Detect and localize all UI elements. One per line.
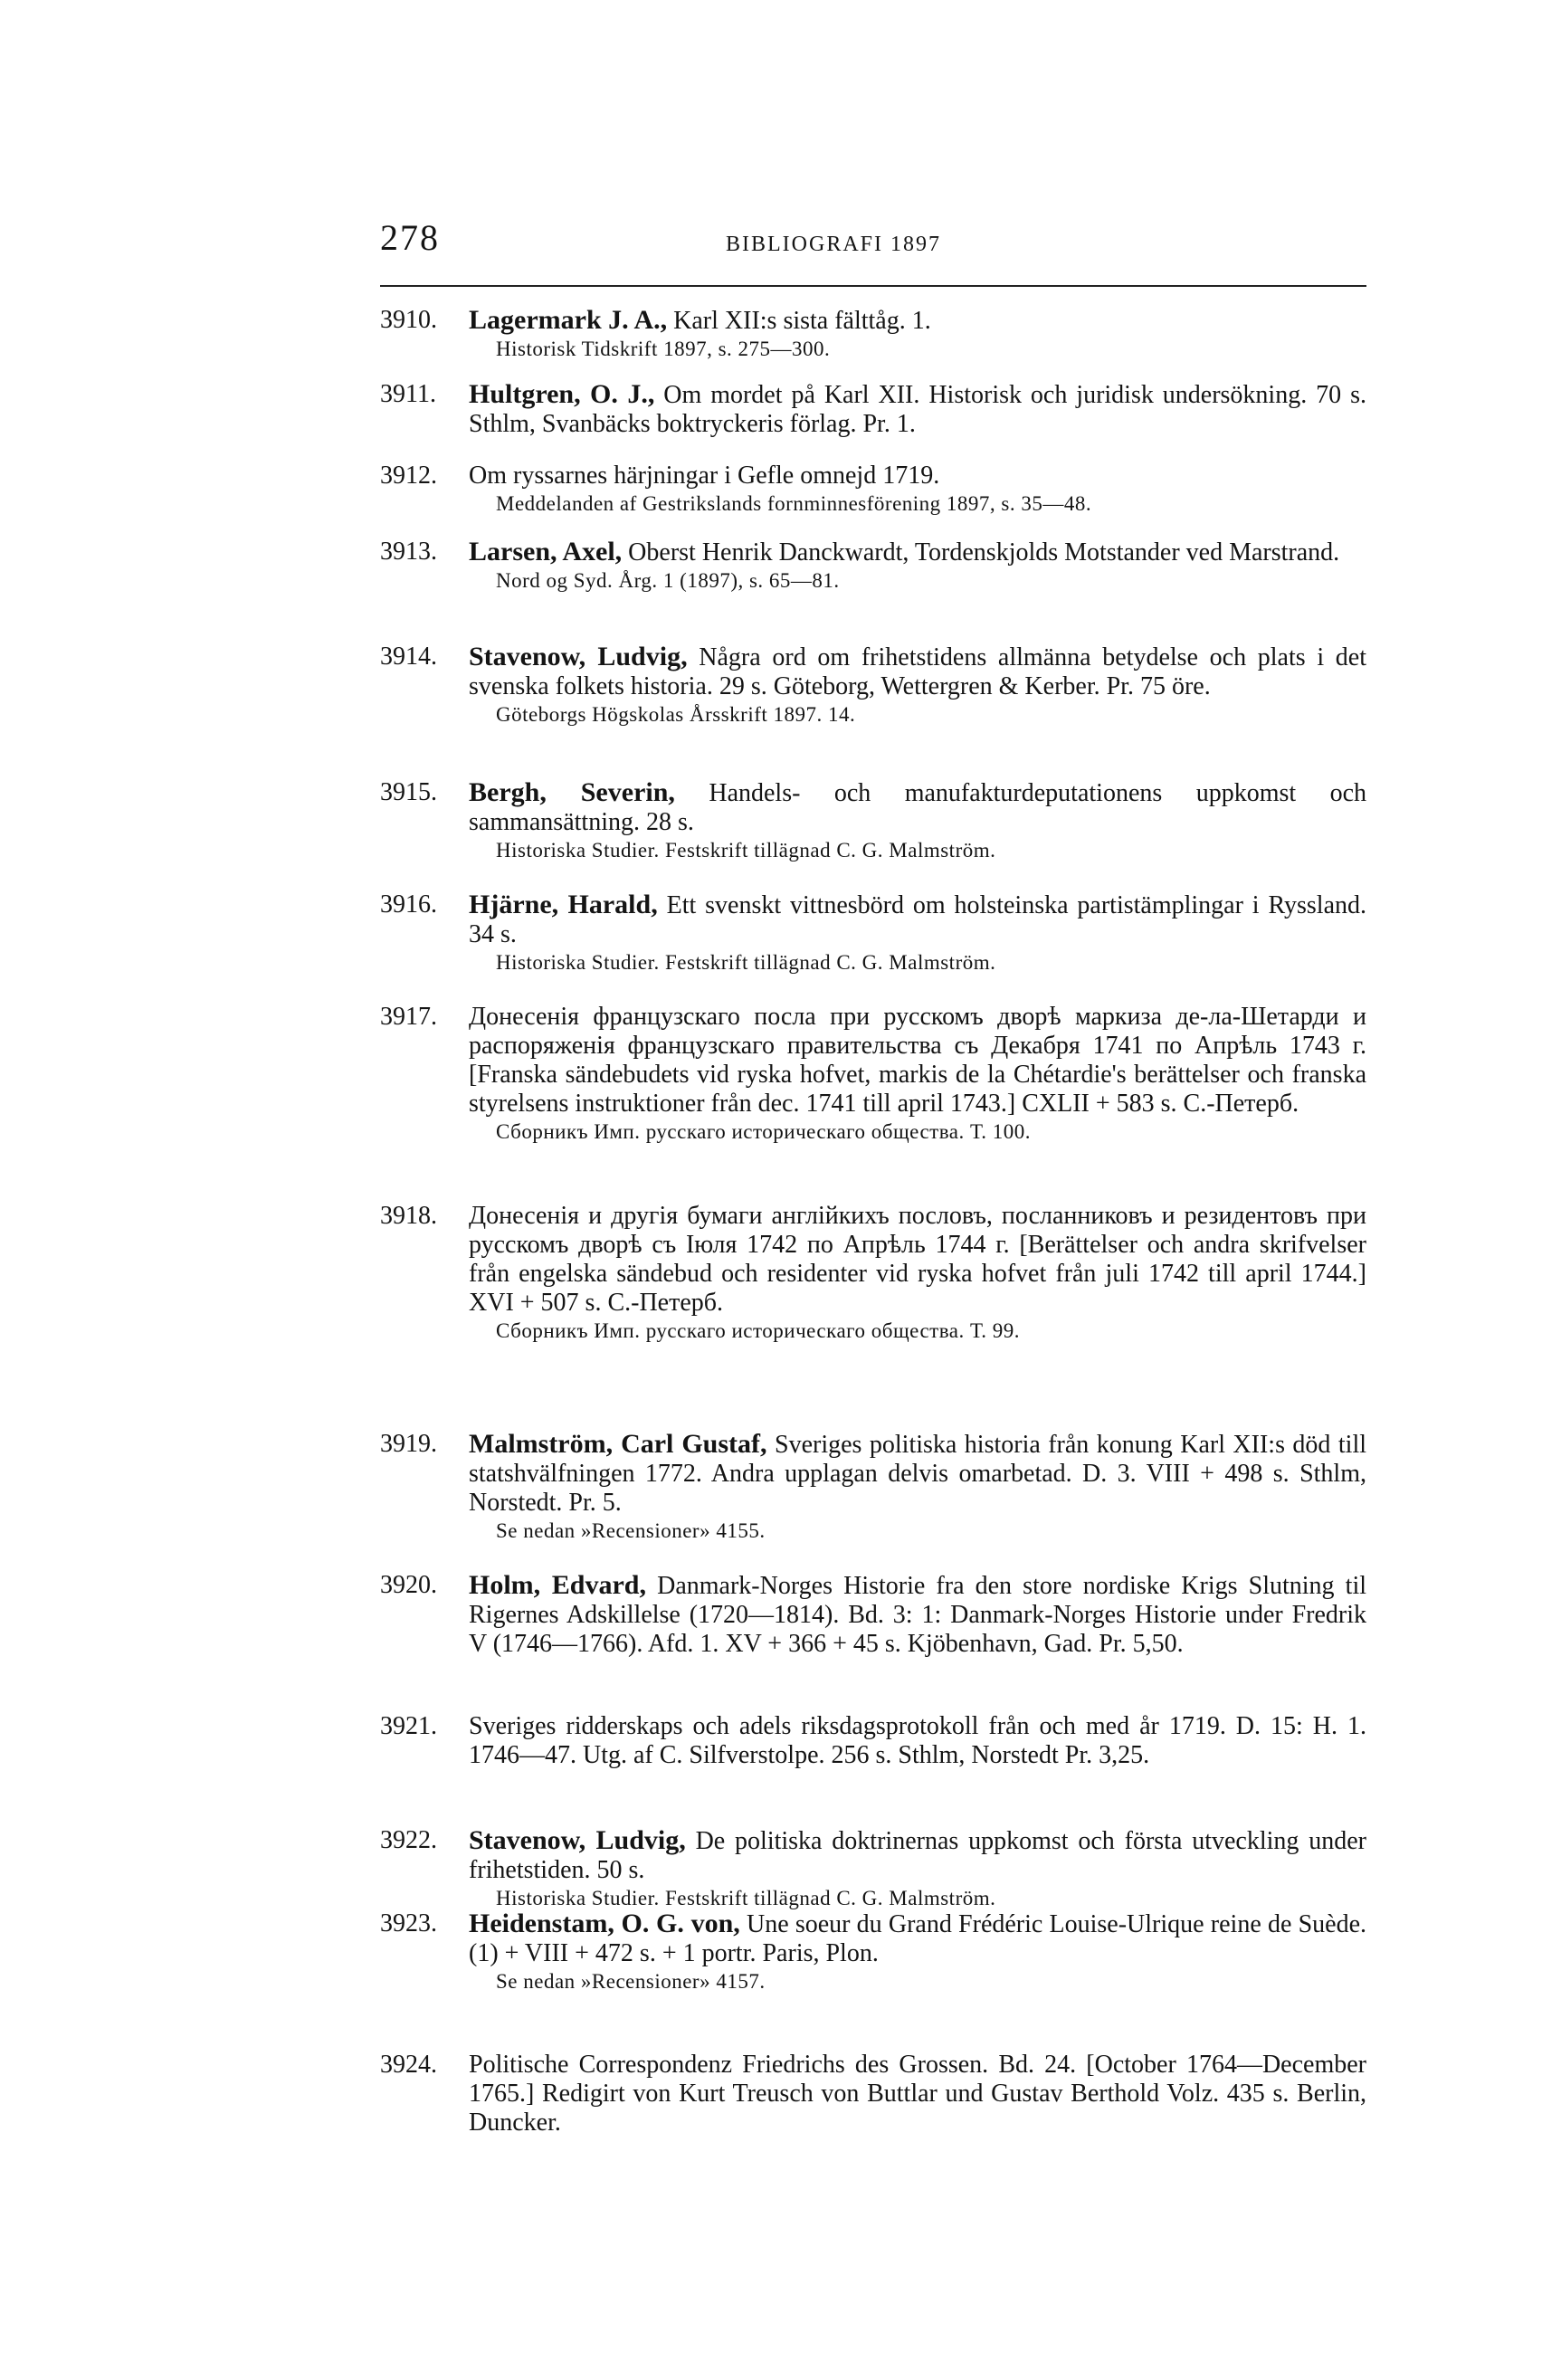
entry-source: Nord og Syd. Årg. 1 (1897), s. 65—81. [496, 569, 840, 592]
entry-title: Донесенія французскаго посла при русскомъ дворѣ маркиза де-ла-Шетарди и распоряженія французскаго правительства съ Декабря 1741 по Апрѣль 1743 г. [Franska sändebudets vid ryska hofvet, markis de la Chétardie's berättelser och franska styrelsens instruktioner från dec. 1741 till april 1743.] CXLII + 583 s. С.-Петерб. [469, 1003, 1366, 1118]
entry-source: Historiska Studier. Festskrift tillägnad C. G. Malmström. [496, 951, 996, 974]
entry-title: Sveriges ridderskaps och adels riksdagsprotokoll från och med år 1719. D. 15: H. 1. 1746—47. Utg. af C. Silfverstolpe. 256 s. Sthlm, Norstedt Pr. 3,25. [469, 1712, 1366, 1769]
entry-title: Handels- och manufakturdeputationens uppkomst och sammansättning. 28 s. [469, 779, 1367, 836]
entry-text [469, 380, 1366, 439]
entry-title: Danmark-Norges Historie fra den store nordiske Krigs Slutning til Rigernes Adskillelse (1720—1814). Bd. 3: 1: Danmark-Norges Historie under Fredrik V (1746—1766). Afd. 1. XV + 366 + 45 s. Kjöbenhavn, Gad. Pr. 5,50. [469, 1572, 1366, 1658]
entry-text [469, 1430, 1366, 1518]
entry-source: Se nedan »Recensioner» 4155. [496, 1519, 766, 1542]
entry-author: Lagermark J. A., [469, 305, 668, 335]
entry-number: 3921. [380, 1712, 437, 1740]
bibliography-entry [380, 643, 1366, 758]
entry-text [469, 1202, 1366, 1318]
bibliography-entry [380, 890, 1366, 983]
entry-source: Historisk Tidskrift 1897, s. 275—300. [496, 338, 831, 360]
entry-title: Sveriges politiska historia från konung Karl XII:s död till statshvälfningen 1772. Andra upplagan delvis omarbetad. D. 3. VIII + 498 s. Sthlm, Norstedt. Pr. 5. [469, 1431, 1367, 1517]
entry-author: Hultgren, O. J., [469, 379, 655, 409]
entry-text [469, 778, 1366, 837]
bibliography-entry [380, 778, 1366, 871]
entry-title: Une soeur du Grand Frédéric Louise-Ulrique reine de Suède. (1) + VIII + 472 s. + 1 portr. Paris, Plon. [469, 1910, 1366, 1967]
bibliography-entry [380, 1003, 1366, 1182]
entry-title: Донесенія и другія бумаги англійкихъ пословъ, посланниковъ и резидентовъ при русскомъ дворѣ съ Іюля 1742 по Апрѣль 1744 г. [Berättelser och andra skrifvelser från engelska sändebud och residenter vid ryska hofvet från juli 1742 till april 1744.] XVI + 507 s. С.-Петерб. [469, 1202, 1366, 1317]
entry-title: Karl XII:s sista fälttåg. 1. [673, 307, 931, 335]
header-rule [380, 285, 1366, 287]
entry-source: Meddelanden af Gestrikslands fornminnesförening 1897, s. 35—48. [496, 492, 1092, 515]
entry-number: 3915. [380, 778, 437, 806]
entry-number: 3914. [380, 643, 437, 671]
entry-number: 3917. [380, 1003, 437, 1031]
running-title: BIBLIOGRAFI 1897 [726, 233, 942, 256]
entry-title: Om mordet på Karl XII. Historisk och juridisk undersökning. 70 s. Sthlm, Svanbäcks boktryckeris förlag. Pr. 1. [469, 381, 1366, 438]
entry-number: 3918. [380, 1202, 437, 1230]
entry-author: Bergh, Severin, [469, 777, 675, 807]
entry-text [469, 1826, 1366, 1885]
entry-source: Göteborgs Högskolas Årsskrift 1897. 14. [496, 703, 856, 726]
entry-text [469, 2051, 1366, 2137]
entry-number: 3912. [380, 462, 437, 490]
entry-title: De politiska doktrinernas uppkomst och första utveckling under frihetstiden. 50 s. [469, 1827, 1366, 1884]
entry-text [469, 890, 1366, 949]
entry-author: Hjärne, Harald, [469, 890, 658, 919]
entry-source: Historiska Studier. Festskrift tillägnad C. G. Malmström. [496, 1887, 996, 1909]
entry-title: Politische Correspondenz Friedrichs des Grossen. Bd. 24. [October 1764—December 1765.] Redigirt von Kurt Treusch von Buttlar und Gustav Berthold Volz. 435 s. Berlin, Duncker. [469, 2051, 1366, 2137]
bibliography-entry [380, 2051, 1366, 2141]
bibliography-entry [380, 380, 1366, 442]
entry-number: 3923. [380, 1909, 437, 1937]
entry-author: Heidenstam, O. G. von, [469, 1909, 740, 1938]
entry-title: Ett svenskt vittnesbörd om holsteinska partistämplingar i Ryssland. 34 s. [469, 891, 1367, 948]
bibliography-entry [380, 1430, 1366, 1551]
bibliography-entry [380, 1909, 1366, 2031]
entry-text [469, 1712, 1366, 1770]
entry-author: Holm, Edvard, [469, 1570, 646, 1600]
entry-author: Malmström, Carl Gustaf, [469, 1429, 767, 1459]
entry-source: Historiska Studier. Festskrift tillägnad C. G. Malmström. [496, 839, 996, 862]
bibliography-entry [380, 1571, 1366, 1692]
entry-number: 3911. [380, 380, 436, 408]
page-header [380, 213, 1366, 276]
entry-number: 3910. [380, 306, 437, 334]
entry-title: Några ord om frihetstidens allmänna betydelse och plats i det svenska folkets historia. 29 s. Göteborg, Wettergren & Kerber. Pr. 75 öre. [469, 643, 1367, 700]
page-number: 278 [380, 217, 440, 258]
entry-number: 3924. [380, 2051, 437, 2079]
bibliography-list [380, 306, 1366, 2161]
bibliography-entry [380, 538, 1366, 623]
bibliography-entry [380, 1825, 1366, 1909]
entry-author: Larsen, Axel, [469, 537, 623, 566]
entry-text [469, 1909, 1366, 1968]
entry-title: Om ryssarnes härjningar i Gefle omnejd 1719. [469, 462, 940, 490]
entry-number: 3916. [380, 890, 437, 919]
entry-author: Stavenow, Ludvig, [469, 642, 688, 671]
bibliography-entry [380, 1712, 1366, 1806]
entry-text [469, 462, 1366, 490]
bibliography-entry [380, 1202, 1366, 1410]
entry-source: Сборникъ Имп. русскаго историческаго общества. Т. 100. [496, 1120, 1031, 1143]
entry-source: Se nedan »Recensioner» 4157. [496, 1970, 766, 1993]
entry-number: 3919. [380, 1430, 437, 1458]
entry-number: 3913. [380, 538, 437, 566]
entry-author: Stavenow, Ludvig, [469, 1825, 686, 1855]
entry-text [469, 1571, 1366, 1659]
bibliography-entry [380, 306, 1366, 360]
entry-text [469, 306, 1366, 336]
entry-title: Oberst Henrik Danckwardt, Tordenskjolds Motstander ved Marstrand. [628, 538, 1340, 566]
entry-source: Сборникъ Имп. русскаго историческаго общества. Т. 99. [496, 1319, 1020, 1342]
entry-text [469, 643, 1366, 701]
bibliography-entry [380, 462, 1366, 518]
entry-text [469, 538, 1366, 567]
entry-number: 3922. [380, 1826, 437, 1854]
entry-text [469, 1003, 1366, 1119]
entry-number: 3920. [380, 1571, 437, 1599]
